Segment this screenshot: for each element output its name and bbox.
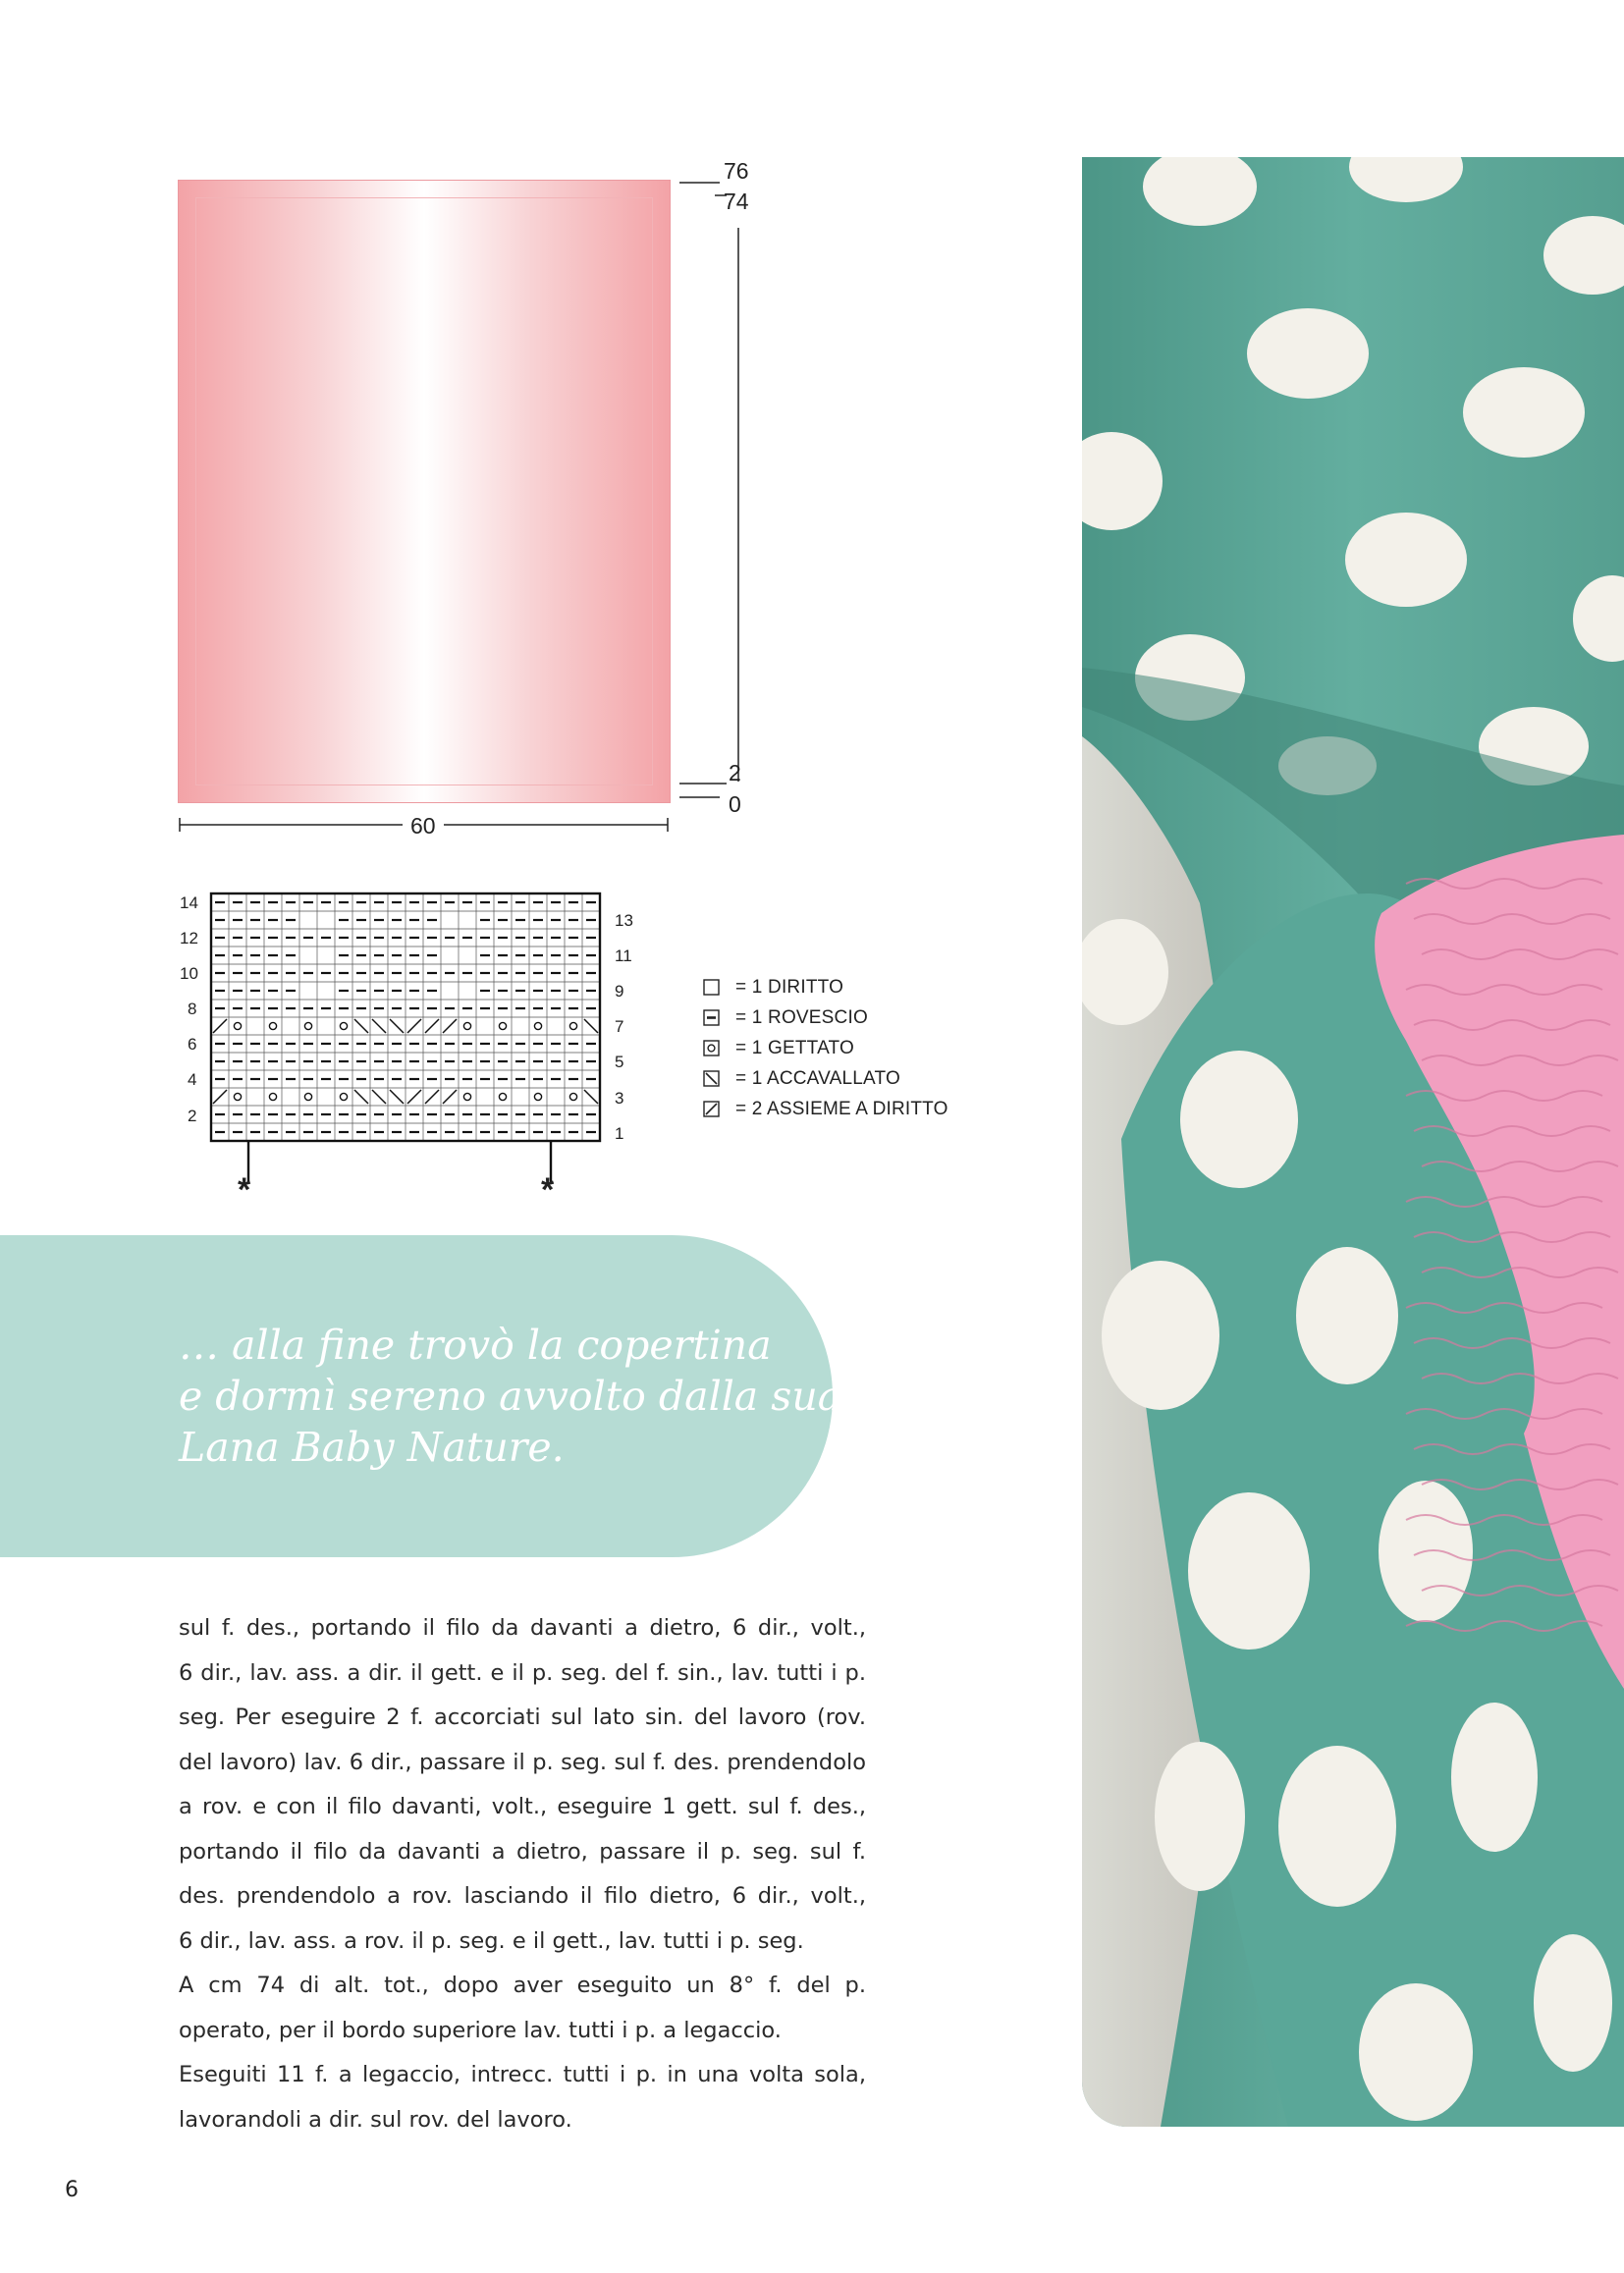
- quote-line: … alla fine trovò la copertina: [179, 1322, 772, 1369]
- polka-dot-fabric-image: [1082, 157, 1624, 2127]
- legend-item: = 1 GETTATO: [703, 1033, 948, 1063]
- text-line: 6 dir., lav. ass. a rov. il p. seg. e il gett., lav. tutti i p. seg.: [179, 1927, 804, 1954]
- text-line: del lavoro) lav. 6 dir., passare il p. seg. sul f. des. prendendolo: [179, 1749, 866, 1775]
- quote-line: Lana Baby Nature.: [179, 1424, 565, 1471]
- chart-row-label: 9: [615, 982, 624, 1001]
- chart-row-label: 13: [615, 911, 633, 930]
- chart-row-label: 8: [188, 1000, 197, 1018]
- height-label-2: 2: [729, 760, 741, 785]
- repeat-marker-left: *: [238, 1171, 251, 1209]
- stitch-chart: [0, 0, 687, 1218]
- text-line: des. prendendolo a rov. lasciando il filo dietro, 6 dir., volt.,: [179, 1883, 866, 1909]
- quote-text: [179, 1320, 842, 1473]
- empty-square-icon: [703, 979, 720, 996]
- slash-square-icon: [703, 1101, 720, 1117]
- product-photo: [1082, 157, 1624, 2127]
- height-label-76: 76: [724, 158, 749, 184]
- legend-item: = 1 ROVESCIO: [703, 1002, 948, 1033]
- chart-row-label: 11: [615, 947, 632, 965]
- repeat-marker-right: *: [541, 1171, 555, 1209]
- height-label-74: 74: [724, 189, 749, 214]
- text-line: Eseguiti 11 f. a legaccio, intrecc. tutti i p. in una volta sola,: [179, 2062, 866, 2087]
- chart-row-label: 6: [188, 1035, 197, 1054]
- circle-square-icon: [703, 1040, 720, 1056]
- text-line: seg. Per eseguire 2 f. accorciati sul lato sin. del lavoro (rov.: [179, 1705, 866, 1730]
- height-label-0: 0: [729, 791, 741, 817]
- text-line: A cm 74 di alt. tot., dopo aver eseguito un 8° f. del p.: [179, 1973, 866, 1998]
- chart-row-label: 12: [180, 929, 198, 947]
- quote-line: e dormì sereno avvolto dalla sua: [179, 1373, 842, 1420]
- instructions-text: [179, 1606, 866, 2142]
- chart-row-label: 4: [188, 1070, 197, 1089]
- text-line: operato, per il bordo superiore lav. tutti i p. a legaccio.: [179, 2017, 782, 2043]
- chart-row-label: 3: [615, 1089, 624, 1108]
- quote-banner: [0, 1235, 842, 1557]
- chart-row-label: 1: [615, 1124, 624, 1143]
- chart-row-label: 10: [180, 964, 198, 983]
- chart-row-label: 14: [180, 893, 198, 912]
- dash-square-icon: [703, 1009, 720, 1026]
- legend-item: = 2 ASSIEME A DIRITTO: [703, 1094, 948, 1124]
- width-label-60: 60: [410, 813, 436, 839]
- text-line: sul f. des., portando il filo da davanti a dietro, 6 dir., volt.,: [179, 1615, 866, 1641]
- legend-item: = 1 DIRITTO: [703, 972, 948, 1002]
- text-line: lavorandoli a dir. sul rov. del lavoro.: [179, 2106, 572, 2133]
- chart-row-label: 2: [188, 1107, 197, 1125]
- legend-item: = 1 ACCAVALLATO: [703, 1063, 948, 1094]
- stitch-legend: [703, 972, 948, 1124]
- text-line: a rov. e con il filo davanti, volt., eseguire 1 gett. sul f. des.,: [179, 1794, 866, 1819]
- backslash-square-icon: [703, 1070, 720, 1087]
- text-line: portando il filo da davanti a dietro, passare il p. seg. sul f.: [179, 1838, 866, 1865]
- chart-row-label: 7: [615, 1017, 624, 1036]
- page-number: 6: [65, 2178, 79, 2202]
- chart-row-label: 5: [615, 1053, 624, 1071]
- text-line: 6 dir., lav. ass. a dir. il gett. e il p. seg. del f. sin., lav. tutti i p.: [179, 1659, 866, 1686]
